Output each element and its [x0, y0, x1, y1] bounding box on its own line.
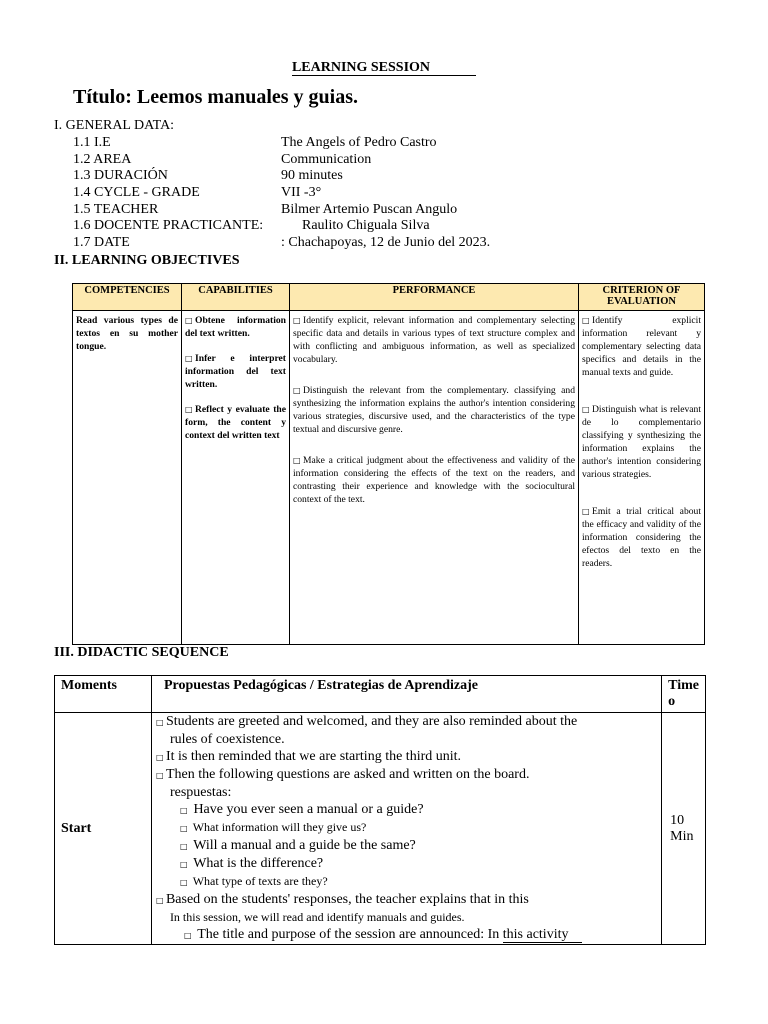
objectives-header-row [73, 284, 705, 311]
strategy-line: □ It is then reminded that we are starting the third unit. [155, 749, 462, 764]
bullet-icon: □ [582, 405, 590, 414]
sequence-row-start [55, 713, 706, 945]
capabilities-cell [182, 311, 290, 645]
strategy-line: rules of coexistence. [169, 732, 285, 747]
col-time: Time o [662, 676, 706, 713]
general-row-label: 1.7 DATE [73, 235, 130, 250]
criterion-item: □ Emit a trial critical about the efficacy and validity of the information considering the efectos del texto en the readers. [582, 506, 701, 569]
strategies-cell [151, 713, 661, 945]
col-strategies: Propuestas Pedagógicas / Estrategias de Aprendizaje [151, 676, 661, 713]
strategy-line: respuestas: [169, 785, 232, 800]
question-line: □ Have you ever seen a manual or a guide? [179, 802, 424, 817]
moment-start: Start [55, 713, 152, 945]
performance-item: □ Make a critical judgment about the effectiveness and validity of the information considering the effects of the text on the readers, and contrasting their experience and knowledge with the sociocultural context of the text. [293, 455, 575, 505]
criterion-item: □ Distinguish what is relevant de lo complementario classifying y synthesizing the information explains the author's intention considering various strategies. [582, 404, 701, 480]
col-performance: PERFORMANCE [290, 284, 579, 311]
performance-item: □ Identify explicit, relevant information and complementary selecting specific data and details in various types of text structure complex and with conflicting and ambiguous information, as well as specialized vocabulary. [293, 315, 575, 365]
bullet-icon: □ [293, 386, 301, 395]
question-line: □ What information will they give us? [156, 819, 655, 837]
page-title: Título: Leemos manuales y guias. [73, 86, 359, 108]
question-line: □ Will a manual and a guide be the same? [179, 838, 416, 853]
bullet-icon: □ [185, 354, 193, 363]
strategy-line: □ The title and purpose of the session are announced: In this activity [156, 926, 655, 944]
general-row-value: 90 minutes [281, 168, 343, 183]
objectives-heading: II. LEARNING OBJECTIVES [54, 253, 240, 268]
strategy-line: □ Students are greeted and welcomed, and they are also reminded about the [155, 714, 578, 729]
bullet-icon: □ [185, 316, 193, 325]
bullet-icon: □ [183, 931, 192, 940]
bullet-icon: □ [155, 896, 164, 905]
col-capabilities: CAPABILITIES [182, 284, 290, 311]
bullet-icon: □ [293, 456, 301, 465]
col-criterion: CRITERION OF EVALUATION [579, 284, 705, 311]
general-row-value: Bilmer Artemio Puscan Angulo [281, 202, 458, 217]
general-row-label: 1.3 DURACIÓN [73, 168, 168, 183]
strategy-line: □ Based on the students' responses, the teacher explains that in this [155, 892, 529, 907]
sequence-heading: III. DIDACTIC SEQUENCE [54, 645, 229, 660]
performance-item: □ Distinguish the relevant from the complementary. classifying and synthesizing the information explains the author's intention considering various strategies, discursive used, and the characteristics of the type textual and discursive genre. [293, 385, 575, 435]
general-row-label: 1.2 AREA [73, 152, 132, 167]
session-label: LEARNING SESSION [0, 60, 768, 76]
bullet-icon: □ [155, 753, 164, 762]
capability-item: □ Obtene information del text written. [185, 315, 286, 339]
bullet-icon: □ [179, 806, 188, 815]
competency-cell: Read various types de textos en su mother tongue. [73, 311, 182, 645]
general-row-label: 1.1 I.E [73, 135, 111, 150]
strategy-line: □ Then the following questions are asked and written on the board. [155, 767, 530, 782]
col-competencies: COMPETENCIES [73, 284, 182, 311]
strategy-line: In this session, we will read and identify manuals and guides. [169, 910, 465, 924]
question-line: □ What type of texts are they? [156, 873, 655, 891]
bullet-icon: □ [179, 824, 188, 833]
general-data-heading: I. GENERAL DATA: [54, 118, 175, 133]
general-row-label: 1.4 CYCLE - GRADE [73, 185, 200, 200]
bullet-icon: □ [179, 860, 188, 869]
general-row-value: Communication [281, 152, 372, 167]
criterion-cell [579, 311, 705, 645]
bullet-icon: □ [179, 842, 188, 851]
general-row-label: 1.5 TEACHER [73, 202, 159, 217]
general-row-value: : Chachapoyas, 12 de Junio del 2023. [281, 235, 491, 250]
capability-item: □ Infer e interpret information del text written. [185, 353, 286, 390]
general-row-label: 1.6 DOCENTE PRACTICANTE: [73, 218, 264, 233]
objectives-row [73, 311, 705, 645]
criterion-item: □ Identify explicit information relevant y complementary selecting data specifics and details in the manual texts and guide. [582, 315, 701, 378]
sequence-header-row [55, 676, 706, 713]
performance-cell [290, 311, 579, 645]
objectives-table [72, 283, 705, 645]
general-row-value: Raulito Chiguala Silva [302, 218, 430, 233]
general-row-value: The Angels of Pedro Castro [281, 135, 437, 150]
col-moments: Moments [55, 676, 152, 713]
bullet-icon: □ [155, 771, 164, 780]
bullet-icon: □ [185, 405, 193, 414]
bullet-icon: □ [293, 316, 301, 325]
general-row-value: VII -3° [281, 185, 322, 200]
bullet-icon: □ [155, 718, 164, 727]
time-start: 10 Min [662, 713, 706, 945]
capability-item: □ Reflect y evaluate the form, the content y context del written text [185, 404, 286, 441]
bullet-icon: □ [582, 507, 590, 516]
bullet-icon: □ [179, 878, 188, 887]
sequence-table [54, 675, 706, 945]
bullet-icon: □ [582, 316, 590, 325]
question-line: □ What is the difference? [179, 856, 324, 871]
